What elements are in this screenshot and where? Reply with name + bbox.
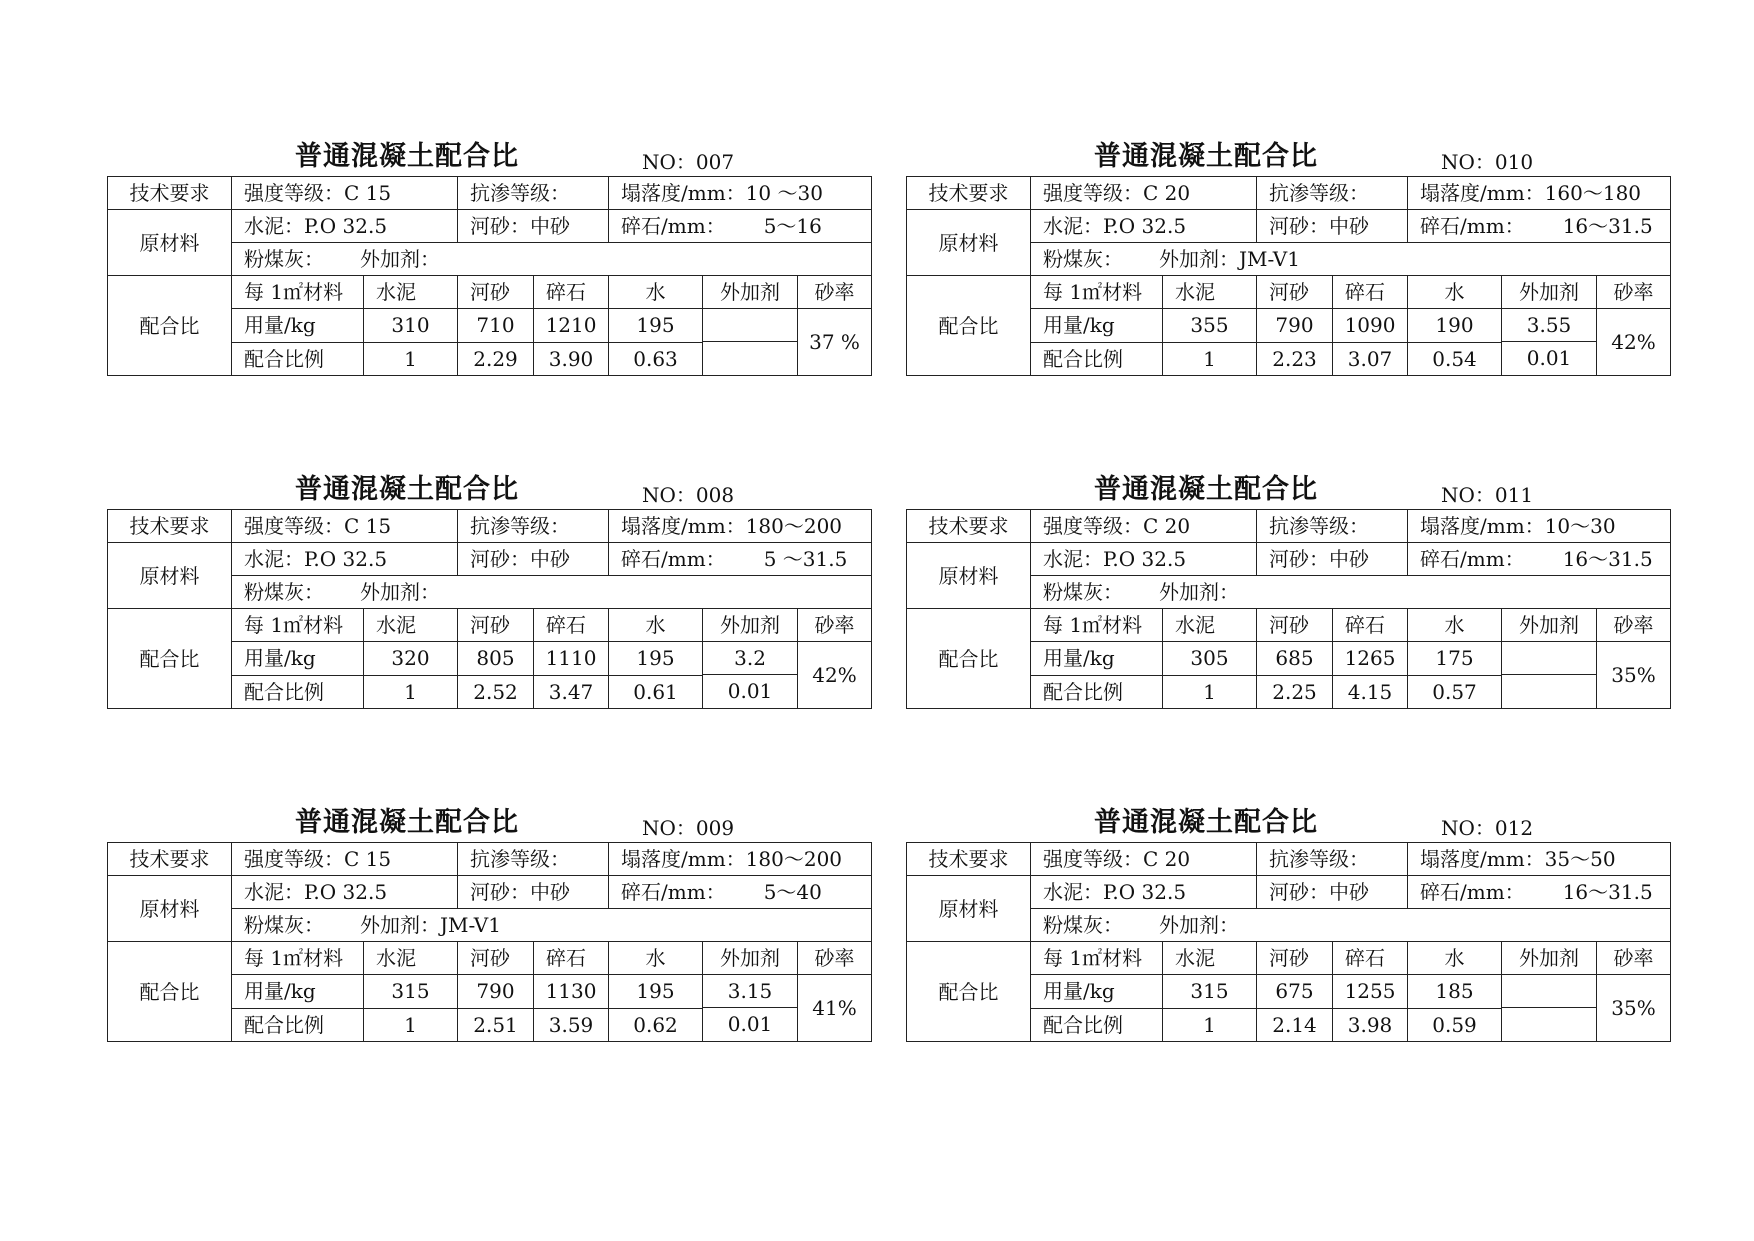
raw-material-row-1 [108, 543, 872, 576]
flyash: 粉煤灰： [244, 913, 324, 937]
sand-type: 河砂：中砂 [1257, 210, 1408, 243]
usage-water: 175 [1408, 642, 1502, 676]
ratio-sand: 2.23 [1257, 342, 1333, 376]
ratio-label: 配合比例 [1031, 675, 1163, 709]
tech-requirement-row [108, 510, 872, 543]
admixture-type: 外加剂： [360, 580, 440, 604]
col-sand: 河砂 [458, 942, 534, 975]
ratio-water: 0.63 [609, 342, 703, 376]
sand-rate-value: 42% [812, 663, 857, 687]
col-sand: 河砂 [1257, 942, 1333, 975]
mix-ratio-table [906, 176, 1671, 376]
tech-requirement-row [907, 843, 1671, 876]
col-cement: 水泥 [1163, 276, 1257, 309]
raw-material-row-1 [108, 210, 872, 243]
col-admixture: 外加剂 [1502, 609, 1597, 641]
raw-material-label: 原材料 [108, 543, 232, 609]
mix-header-row [108, 276, 872, 309]
card-header [906, 796, 1670, 842]
ratio-gravel: 4.15 [1333, 675, 1408, 709]
admixture-sandrate-cell [703, 609, 872, 642]
ratio-label: 配合比例 [1031, 1008, 1163, 1042]
ratio-cement: 1 [364, 675, 458, 709]
ratio-admixture: 0.01 [727, 679, 773, 703]
admixture-sandrate-values [1502, 642, 1671, 709]
usage-admixture: 3.55 [1502, 309, 1596, 342]
ratio-gravel: 3.98 [1333, 1008, 1408, 1042]
usage-label: 用量/kg [232, 309, 364, 343]
strength-grade: 强度等级：C 15 [232, 843, 458, 876]
usage-label: 用量/kg [1031, 309, 1163, 343]
ratio-cement: 1 [364, 342, 458, 376]
tech-requirement-label: 技术要求 [907, 510, 1031, 543]
col-cement: 水泥 [1163, 942, 1257, 975]
flyash-admixture-cell [232, 243, 872, 276]
ratio-cement: 1 [1163, 1008, 1257, 1042]
col-sand-rate: 砂率 [1613, 613, 1654, 637]
admixture-sandrate-cell [703, 276, 872, 309]
ratio-admixture: 0.01 [727, 1012, 773, 1036]
usage-cement: 310 [364, 309, 458, 343]
gravel-size-cell [609, 876, 872, 909]
raw-material-label: 原材料 [907, 543, 1031, 609]
mix-ratio-label: 配合比 [108, 276, 232, 376]
ratio-sand: 2.52 [458, 675, 534, 709]
raw-material-row-1 [108, 876, 872, 909]
gravel-size-cell [1408, 543, 1671, 576]
admixture-sandrate-values [703, 642, 872, 709]
col-sand: 河砂 [1257, 276, 1333, 309]
strength-grade: 强度等级：C 20 [1031, 177, 1257, 210]
per-m3-label: 每 1㎡材料 [232, 942, 364, 975]
mix-ratio-label: 配合比 [907, 609, 1031, 709]
slump: 塌落度/mm：160～180 [1408, 177, 1671, 210]
usage-water: 195 [609, 309, 703, 343]
card-header [107, 130, 871, 176]
col-sand-rate: 砂率 [1613, 280, 1654, 304]
ratio-gravel: 3.07 [1333, 342, 1408, 376]
sand-rate-value: 42% [1611, 330, 1656, 354]
per-m3-label: 每 1㎡材料 [1031, 276, 1163, 309]
raw-material-row-1 [907, 210, 1671, 243]
admixture-sandrate-cell [703, 942, 872, 975]
gravel-size: 16～31.5 [1562, 547, 1653, 571]
usage-label: 用量/kg [1031, 975, 1163, 1009]
ratio-sand: 2.51 [458, 1008, 534, 1042]
gravel-size-label: 碎石/mm： [1420, 547, 1525, 571]
ratio-cement: 1 [364, 1008, 458, 1042]
ratio-admixture [703, 342, 797, 375]
col-water: 水 [1408, 942, 1502, 975]
admixture-type: 外加剂：JM-V1 [360, 913, 501, 937]
admixture-sandrate-cell [1502, 276, 1671, 309]
ratio-gravel: 3.90 [534, 342, 609, 376]
gravel-size-label: 碎石/mm： [1420, 214, 1525, 238]
ratio-label: 配合比例 [1031, 342, 1163, 376]
admixture-sandrate-cell [1502, 942, 1671, 975]
cement-type: 水泥：P.O 32.5 [232, 876, 458, 909]
mix-ratio-card [107, 130, 871, 376]
tech-requirement-label: 技术要求 [108, 177, 232, 210]
strength-grade: 强度等级：C 15 [232, 177, 458, 210]
mix-ratio-label: 配合比 [108, 942, 232, 1042]
ratio-admixture [1502, 675, 1596, 708]
admixture-sandrate-values [1502, 309, 1671, 376]
mix-header-row [108, 609, 872, 642]
card-title: 普通混凝土配合比 [1094, 807, 1318, 838]
card-number: NO：012 [1441, 816, 1534, 840]
sand-type: 河砂：中砂 [458, 210, 609, 243]
tech-requirement-label: 技术要求 [108, 510, 232, 543]
usage-cement: 315 [1163, 975, 1257, 1009]
usage-gravel: 1265 [1333, 642, 1408, 676]
sand-type: 河砂：中砂 [1257, 543, 1408, 576]
flyash: 粉煤灰： [1043, 913, 1123, 937]
flyash-admixture-cell [232, 576, 872, 609]
impermeability-grade: 抗渗等级： [1257, 177, 1408, 210]
col-gravel: 碎石 [534, 276, 609, 309]
admixture-sandrate-values [703, 309, 872, 376]
usage-admixture [703, 309, 797, 342]
raw-material-row-1 [907, 876, 1671, 909]
col-gravel: 碎石 [1333, 276, 1408, 309]
usage-cement: 320 [364, 642, 458, 676]
per-m3-label: 每 1㎡材料 [1031, 942, 1163, 975]
admixture-sandrate-values [703, 975, 872, 1042]
flyash-admixture-cell [1031, 243, 1671, 276]
usage-water: 190 [1408, 309, 1502, 343]
usage-label: 用量/kg [232, 642, 364, 676]
gravel-size: 16～31.5 [1562, 880, 1653, 904]
col-cement: 水泥 [364, 942, 458, 975]
tech-requirement-row [108, 177, 872, 210]
ratio-cement: 1 [1163, 675, 1257, 709]
card-number: NO：009 [642, 816, 735, 840]
usage-admixture: 3.15 [703, 975, 797, 1008]
gravel-size: 16～31.5 [1562, 214, 1653, 238]
col-sand: 河砂 [458, 276, 534, 309]
raw-material-label: 原材料 [108, 210, 232, 276]
usage-gravel: 1210 [534, 309, 609, 343]
usage-sand: 805 [458, 642, 534, 676]
usage-gravel: 1110 [534, 642, 609, 676]
per-m3-label: 每 1㎡材料 [232, 276, 364, 309]
usage-sand: 790 [1257, 309, 1333, 343]
per-m3-label: 每 1㎡材料 [1031, 609, 1163, 642]
usage-sand: 685 [1257, 642, 1333, 676]
col-sand-rate: 砂率 [814, 946, 855, 970]
usage-admixture [1502, 975, 1596, 1008]
sand-rate-value: 37 % [809, 330, 860, 354]
raw-material-label: 原材料 [108, 876, 232, 942]
usage-admixture: 3.2 [703, 642, 797, 675]
col-sand-rate: 砂率 [814, 613, 855, 637]
sand-type: 河砂：中砂 [1257, 876, 1408, 909]
usage-cement: 305 [1163, 642, 1257, 676]
mix-ratio-card [107, 463, 871, 709]
gravel-size-label: 碎石/mm： [621, 214, 726, 238]
card-title: 普通混凝土配合比 [295, 807, 519, 838]
usage-label: 用量/kg [1031, 642, 1163, 676]
col-sand-rate: 砂率 [1613, 946, 1654, 970]
flyash-admixture-cell [1031, 909, 1671, 942]
slump: 塌落度/mm：35～50 [1408, 843, 1671, 876]
sand-rate-value: 35% [1611, 663, 1656, 687]
col-sand: 河砂 [1257, 609, 1333, 642]
col-water: 水 [609, 942, 703, 975]
impermeability-grade: 抗渗等级： [458, 510, 609, 543]
card-title: 普通混凝土配合比 [295, 141, 519, 172]
flyash: 粉煤灰： [1043, 580, 1123, 604]
impermeability-grade: 抗渗等级： [458, 843, 609, 876]
gravel-size-label: 碎石/mm： [621, 547, 726, 571]
usage-water: 195 [609, 975, 703, 1009]
mix-ratio-table [107, 176, 872, 376]
flyash-admixture-cell [232, 909, 872, 942]
ratio-sand: 2.25 [1257, 675, 1333, 709]
ratio-water: 0.54 [1408, 342, 1502, 376]
mix-ratio-label: 配合比 [907, 276, 1031, 376]
col-sand: 河砂 [458, 609, 534, 642]
per-m3-label: 每 1㎡材料 [232, 609, 364, 642]
col-admixture: 外加剂 [1502, 276, 1597, 308]
mix-header-row [907, 276, 1671, 309]
tech-requirement-label: 技术要求 [907, 843, 1031, 876]
gravel-size-cell [1408, 210, 1671, 243]
admixture-sandrate-values [1502, 975, 1671, 1042]
ratio-label: 配合比例 [232, 675, 364, 709]
admixture-type: 外加剂： [1159, 580, 1239, 604]
ratio-sand: 2.14 [1257, 1008, 1333, 1042]
mix-header-row [907, 942, 1671, 975]
gravel-size-cell [609, 543, 872, 576]
usage-sand: 710 [458, 309, 534, 343]
mix-ratio-card [906, 130, 1670, 376]
tech-requirement-label: 技术要求 [907, 177, 1031, 210]
cement-type: 水泥：P.O 32.5 [1031, 876, 1257, 909]
admixture-type: 外加剂： [1159, 913, 1239, 937]
col-admixture: 外加剂 [703, 609, 798, 641]
mix-header-row [907, 609, 1671, 642]
flyash-admixture-cell [1031, 576, 1671, 609]
sand-rate-value: 35% [1611, 996, 1656, 1020]
col-gravel: 碎石 [1333, 942, 1408, 975]
impermeability-grade: 抗渗等级： [1257, 843, 1408, 876]
col-gravel: 碎石 [1333, 609, 1408, 642]
col-gravel: 碎石 [534, 609, 609, 642]
usage-cement: 315 [364, 975, 458, 1009]
slump: 塌落度/mm：180～200 [609, 510, 872, 543]
flyash: 粉煤灰： [244, 247, 324, 271]
usage-gravel: 1090 [1333, 309, 1408, 343]
card-number: NO：010 [1441, 150, 1534, 174]
mix-ratio-card [906, 463, 1670, 709]
col-gravel: 碎石 [534, 942, 609, 975]
admixture-type: 外加剂： [360, 247, 440, 271]
impermeability-grade: 抗渗等级： [458, 177, 609, 210]
slump: 塌落度/mm：10 ～30 [609, 177, 872, 210]
col-cement: 水泥 [364, 276, 458, 309]
col-sand-rate: 砂率 [814, 280, 855, 304]
card-number: NO：008 [642, 483, 735, 507]
tech-requirement-row [108, 843, 872, 876]
mix-ratio-table [107, 509, 872, 709]
ratio-sand: 2.29 [458, 342, 534, 376]
card-title: 普通混凝土配合比 [1094, 141, 1318, 172]
col-admixture: 外加剂 [703, 942, 798, 974]
cement-type: 水泥：P.O 32.5 [232, 210, 458, 243]
ratio-water: 0.62 [609, 1008, 703, 1042]
sand-rate-value: 41% [812, 996, 857, 1020]
col-water: 水 [1408, 276, 1502, 309]
card-number: NO：007 [642, 150, 735, 174]
usage-water: 185 [1408, 975, 1502, 1009]
ratio-admixture [1502, 1008, 1596, 1041]
raw-material-label: 原材料 [907, 876, 1031, 942]
card-header [107, 463, 871, 509]
admixture-type: 外加剂：JM-V1 [1159, 247, 1300, 271]
slump: 塌落度/mm：180～200 [609, 843, 872, 876]
card-header [906, 130, 1670, 176]
col-cement: 水泥 [364, 609, 458, 642]
col-water: 水 [609, 276, 703, 309]
mix-header-row [108, 942, 872, 975]
ratio-water: 0.57 [1408, 675, 1502, 709]
ratio-label: 配合比例 [232, 1008, 364, 1042]
usage-label: 用量/kg [232, 975, 364, 1009]
raw-material-label: 原材料 [907, 210, 1031, 276]
col-cement: 水泥 [1163, 609, 1257, 642]
gravel-size-label: 碎石/mm： [1420, 880, 1525, 904]
usage-water: 195 [609, 642, 703, 676]
strength-grade: 强度等级：C 20 [1031, 510, 1257, 543]
gravel-size: 5～40 [763, 880, 822, 904]
raw-material-row-1 [907, 543, 1671, 576]
gravel-size: 5 ～31.5 [763, 547, 848, 571]
gravel-size: 5～16 [763, 214, 822, 238]
usage-sand: 675 [1257, 975, 1333, 1009]
admixture-sandrate-cell [1502, 609, 1671, 642]
card-title: 普通混凝土配合比 [1094, 474, 1318, 505]
ratio-gravel: 3.47 [534, 675, 609, 709]
ratio-gravel: 3.59 [534, 1008, 609, 1042]
ratio-cement: 1 [1163, 342, 1257, 376]
ratio-admixture: 0.01 [1526, 346, 1572, 370]
cement-type: 水泥：P.O 32.5 [232, 543, 458, 576]
col-water: 水 [609, 609, 703, 642]
mix-ratio-card [906, 796, 1670, 1042]
card-header [906, 463, 1670, 509]
card-number: NO：011 [1441, 483, 1534, 507]
col-admixture: 外加剂 [1502, 942, 1597, 974]
mix-ratio-table [107, 842, 872, 1042]
sand-type: 河砂：中砂 [458, 876, 609, 909]
ratio-water: 0.59 [1408, 1008, 1502, 1042]
usage-sand: 790 [458, 975, 534, 1009]
usage-gravel: 1255 [1333, 975, 1408, 1009]
cement-type: 水泥：P.O 32.5 [1031, 210, 1257, 243]
mix-ratio-label: 配合比 [907, 942, 1031, 1042]
card-title: 普通混凝土配合比 [295, 474, 519, 505]
col-admixture: 外加剂 [703, 276, 798, 308]
ratio-label: 配合比例 [232, 342, 364, 376]
gravel-size-cell [1408, 876, 1671, 909]
mix-ratio-label: 配合比 [108, 609, 232, 709]
slump: 塌落度/mm：10～30 [1408, 510, 1671, 543]
gravel-size-cell [609, 210, 872, 243]
tech-requirement-row [907, 510, 1671, 543]
tech-requirement-row [907, 177, 1671, 210]
mix-ratio-table [906, 842, 1671, 1042]
usage-admixture [1502, 642, 1596, 675]
card-header [107, 796, 871, 842]
tech-requirement-label: 技术要求 [108, 843, 232, 876]
sand-type: 河砂：中砂 [458, 543, 609, 576]
cement-type: 水泥：P.O 32.5 [1031, 543, 1257, 576]
flyash: 粉煤灰： [244, 580, 324, 604]
strength-grade: 强度等级：C 20 [1031, 843, 1257, 876]
col-water: 水 [1408, 609, 1502, 642]
mix-ratio-table [906, 509, 1671, 709]
mix-ratio-card [107, 796, 871, 1042]
impermeability-grade: 抗渗等级： [1257, 510, 1408, 543]
ratio-water: 0.61 [609, 675, 703, 709]
strength-grade: 强度等级：C 15 [232, 510, 458, 543]
flyash: 粉煤灰： [1043, 247, 1123, 271]
usage-cement: 355 [1163, 309, 1257, 343]
gravel-size-label: 碎石/mm： [621, 880, 726, 904]
usage-gravel: 1130 [534, 975, 609, 1009]
